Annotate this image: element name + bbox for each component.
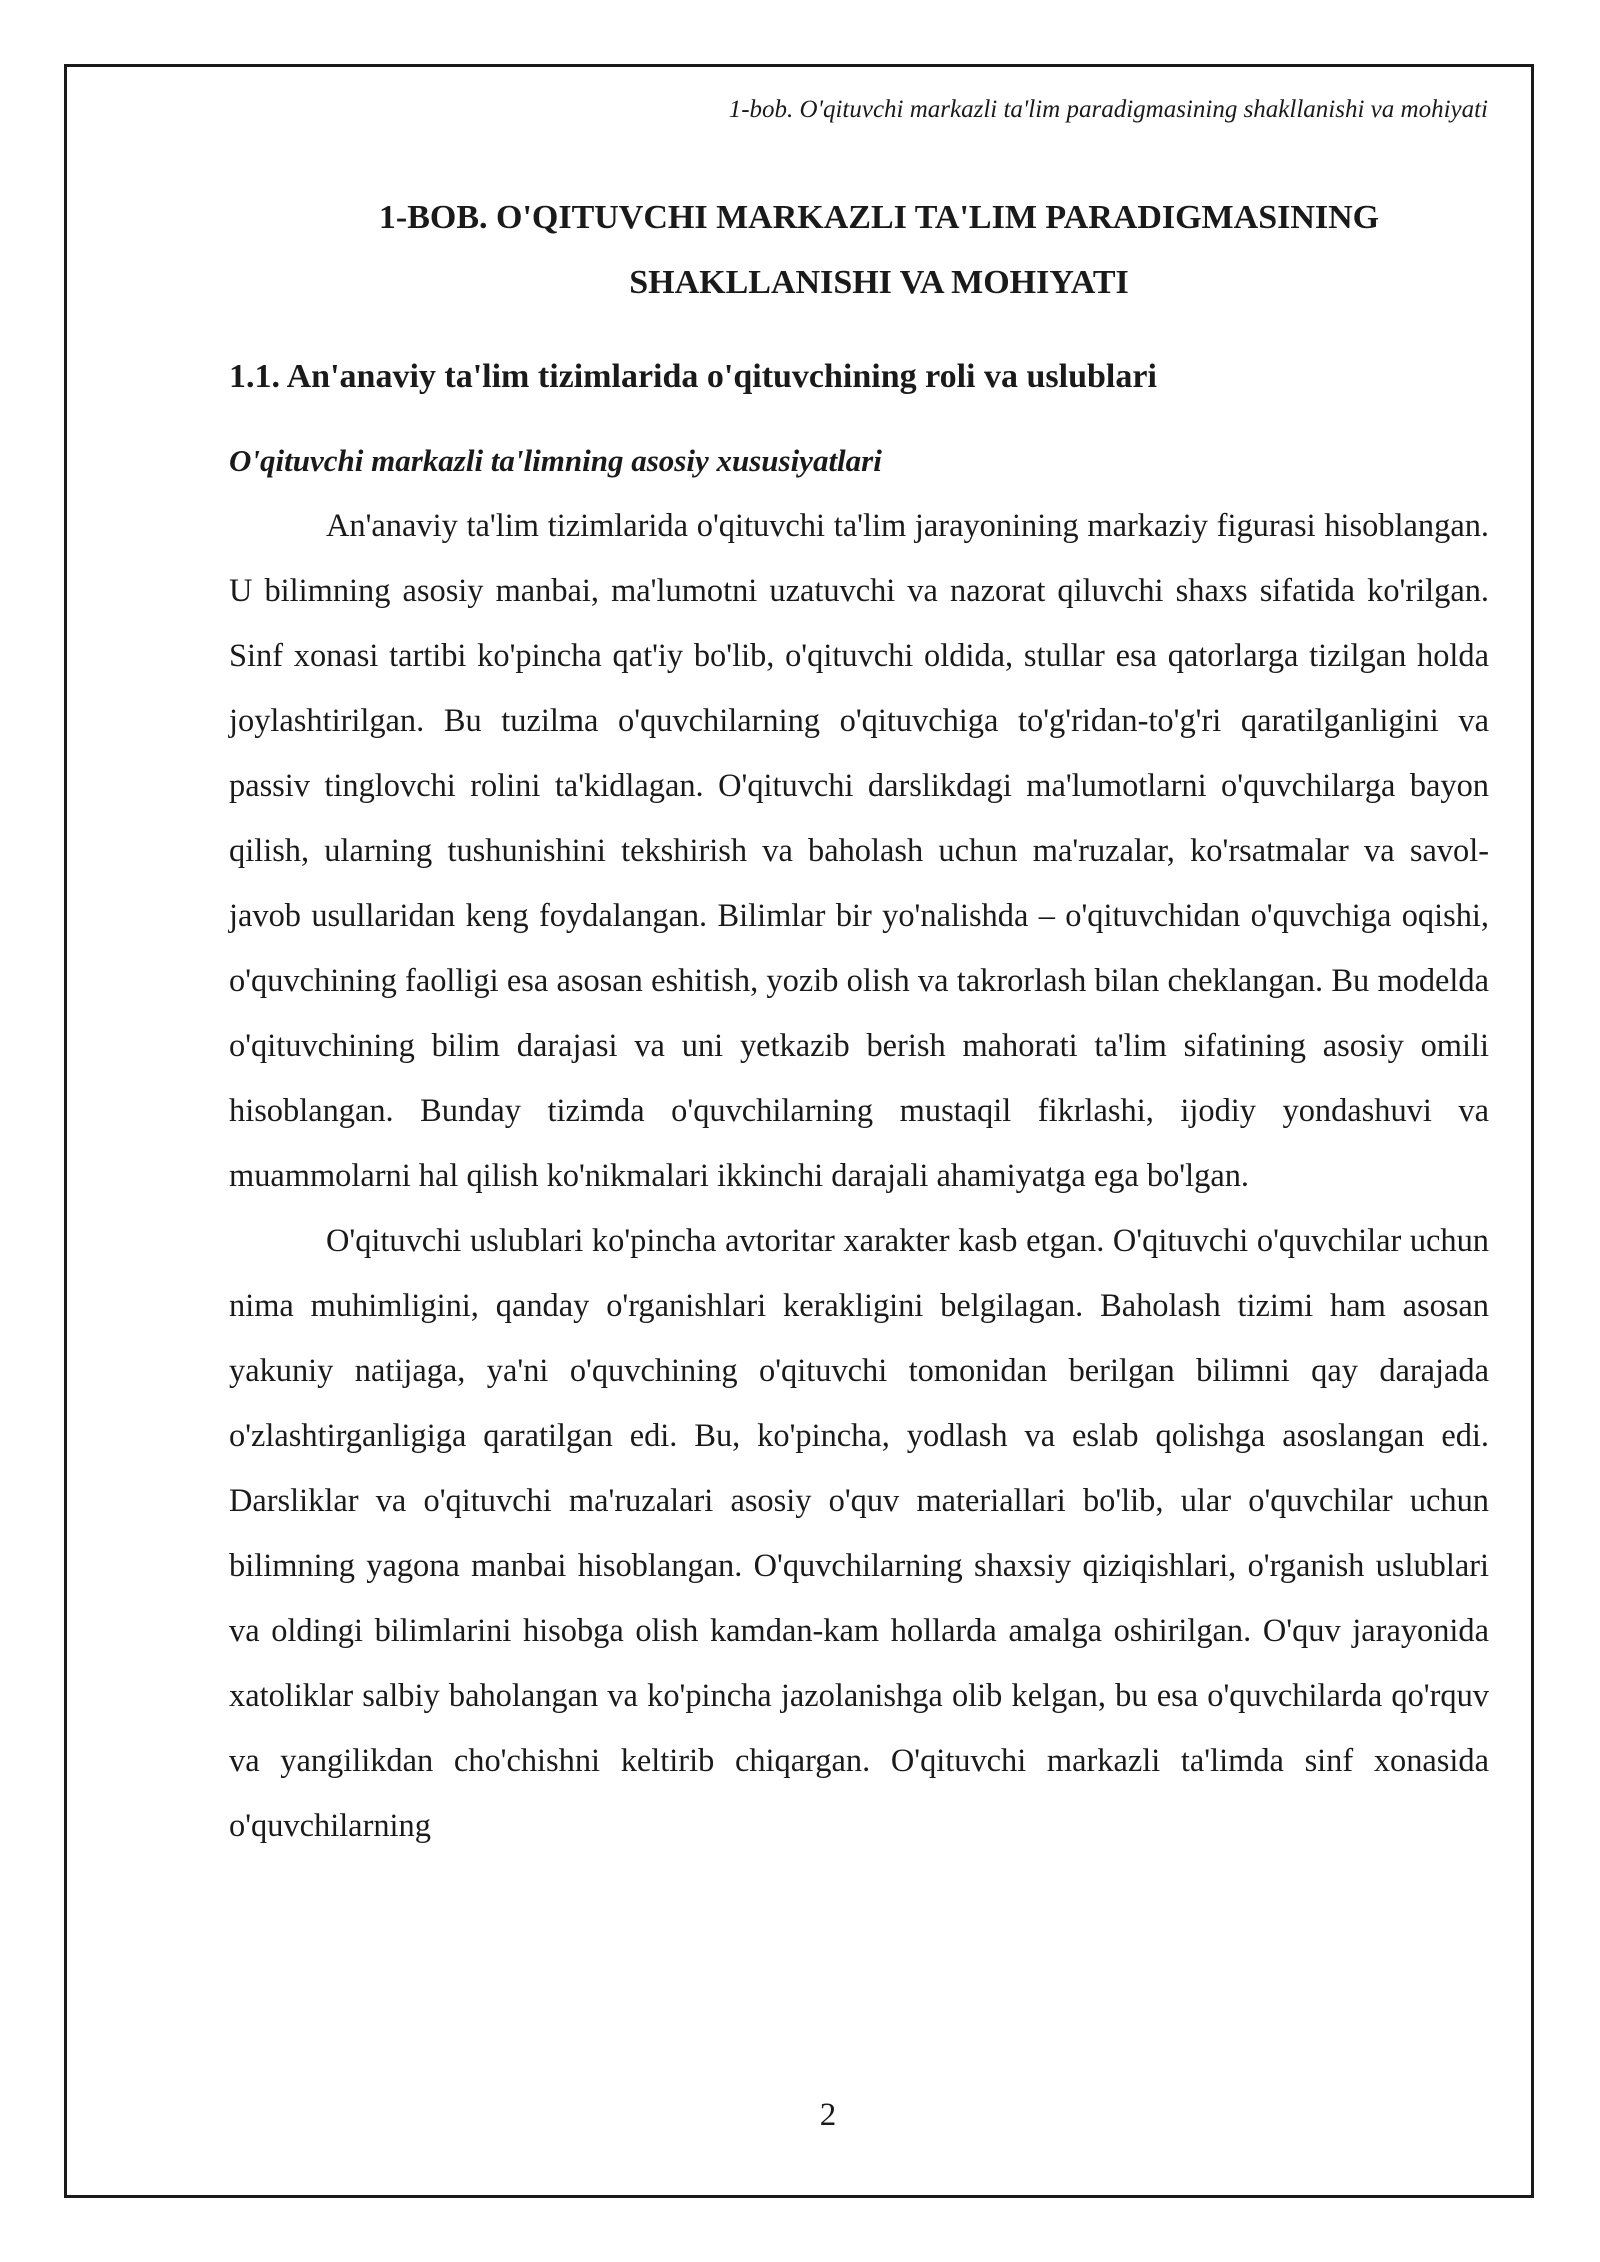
chapter-title-line-2: SHAKLLANISHI VA MOHIYATI — [629, 264, 1129, 301]
chapter-title — [229, 185, 1489, 315]
page-content — [229, 185, 1489, 1859]
body-paragraph-2: O'qituvchi uslublari ko'pincha avtoritar xarakter kasb etgan. O'qituvchi o'quvchilar uchun nima muhimligini, qanday o'rganishlari kerakligini belgilagan. Baholash tizimi ham asosan yakuniy natijaga, ya'ni o'quvchining o'qituvchi tomonidan berilgan bilimni qay darajada o'zlashtirganligiga qaratilgan edi. Bu, ko'pincha, yodlash va eslab qolishga asoslangan edi. Darsliklar va o'qituvchi ma'ruzalari asosiy o'quv materiallari bo'lib, ular o'quvchilar uchun bilimning yagona manbai hisoblangan. O'quvchilarning shaxsiy qiziqishlari, o'rganish uslublari va oldingi bilimlarini hisobga olish kamdan-kam hollarda amalga oshirilgan. O'quv jarayonida xatoliklar salbiy baholangan va ko'pincha jazolanishga olib kelgan, bu esa o'quvchilarda qo'rquv va yangilikdan cho'chishni keltirib chiqargan. O'qituvchi markazli ta'limda sinf xonasida o'quvchilarning — [229, 1223, 1489, 1844]
page-number: 2 — [819, 2097, 837, 2133]
section-title: 1.1. An'anaviy ta'lim tizimlarida o'qituvchining roli va uslublari — [229, 358, 1157, 395]
running-header: 1-bob. O'qituvchi markazli ta'lim paradigmasining shakllanishi va mohiyati — [728, 96, 1488, 123]
subsection-title: O'qituvchi markazli ta'limning asosiy xususiyatlari — [229, 443, 882, 478]
chapter-title-line-1: 1-BOB. O'QITUVCHI MARKAZLI TA'LIM PARADIGMASINING — [378, 199, 1380, 236]
body-paragraph-1: An'anaviy ta'lim tizimlarida o'qituvchi ta'lim jarayonining markaziy figurasi hisoblangan. U bilimning asosiy manbai, ma'lumotni uzatuvchi va nazorat qiluvchi shaxs sifatida ko'rilgan. Sinf xonasi tartibi ko'pincha qat'iy bo'lib, o'qituvchi oldida, stullar esa qatorlarga tizilgan holda joylashtirilgan. Bu tuzilma o'quvchilarning o'qituvchiga to'g'ridan-to'g'ri qaratilganligini va passiv tinglovchi rolini ta'kidlagan. O'qituvchi darslikdagi ma'lumotlarni o'quvchilarga bayon qilish, ularning tushunishini tekshirish va baholash uchun ma'ruzalar, ko'rsatmalar va savol-javob usullaridan keng foydalangan. Bilimlar bir yo'nalishda – o'qituvchidan o'quvchiga oqishi, o'quvchining faolligi esa asosan eshitish, yozib olish va takrorlash bilan cheklangan. Bu modelda o'qituvchining bilim darajasi va uni yetkazib berish mahorati ta'lim sifatining asosiy omili hisoblangan. Bunday tizimda o'quvchilarning mustaqil fikrlashi, ijodiy yondashuvi va muammolarni hal qilish ko'nikmalari ikkinchi darajali ahamiyatga ega bo'lgan. — [229, 508, 1489, 1194]
